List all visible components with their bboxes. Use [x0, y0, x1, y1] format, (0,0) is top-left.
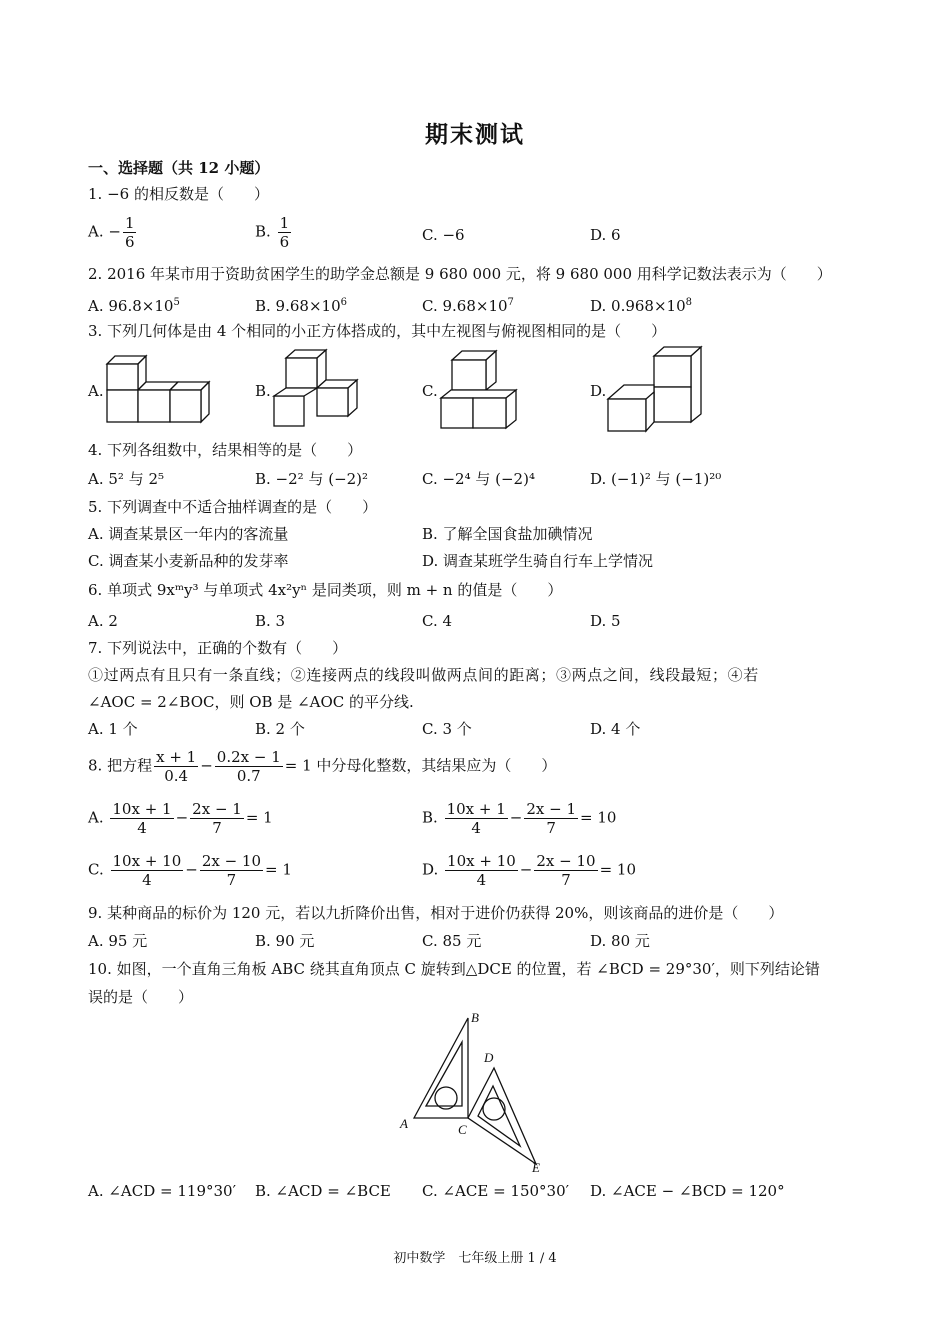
q5-option-a: A. 调查某景区一年内的客流量 — [88, 525, 289, 543]
q1-option-a: A. − $\frac{1}{6}$ — [88, 214, 135, 251]
label-c: C — [458, 1122, 467, 1137]
q3-figure-b — [272, 348, 362, 430]
q6-option-b: B. 3 — [255, 612, 286, 630]
q8-option-d: D. $\frac{10x + 10}{4}$ − $\frac{2x - 10}{7}$ = 10 — [422, 852, 637, 889]
q7-body-line1: ①过两点有且只有一条直线；②连接两点的线段叫做两点间的距离；③两点之间，线段最短；④若 — [88, 666, 759, 684]
q2-option-d: D. $0.968\times 10^8$ — [590, 297, 692, 315]
triangle-abc — [414, 1018, 468, 1118]
q1-option-b: B. $\frac{1}{6}$ — [255, 214, 290, 251]
q3-option-a-label: A. — [88, 382, 104, 400]
q1-option-c: C. −6 — [422, 226, 465, 244]
q5-option-c: C. 调查某小麦新品种的发芽率 — [88, 552, 289, 570]
q3-figure-a — [106, 352, 226, 432]
q10-stem-line2: 误的是（ ） — [88, 988, 194, 1006]
q8-option-b: B. $\frac{10x + 1}{4}$ − $\frac{2x - 1}{7}$ = 10 — [422, 800, 617, 837]
q9-option-d: D. 80 元 — [590, 932, 650, 950]
label-b: B — [471, 1010, 479, 1025]
q7-option-c: C. 3 个 — [422, 720, 472, 738]
page-title: 期末测试 — [425, 121, 525, 148]
q9-option-c: C. 85 元 — [422, 932, 482, 950]
q4-option-d: D. (−1)² 与 (−1)²⁰ — [590, 470, 722, 488]
section-heading: 一、选择题（共 12 小题） — [88, 159, 270, 177]
page-footer: 初中数学 七年级上册 1 / 4 — [393, 1251, 557, 1266]
q4-option-c: C. −2⁴ 与 (−2)⁴ — [422, 470, 535, 488]
q8-option-a: A. $\frac{10x + 1}{4}$ − $\frac{2x - 1}{7}$ = 1 — [88, 800, 273, 837]
q2-option-c: C. $9.68\times 10^7$ — [422, 297, 514, 315]
q6-option-d: D. 5 — [590, 612, 621, 630]
q7-stem: 7. 下列说法中，正确的个数有（ ） — [88, 639, 348, 657]
q10-option-c: C. ∠ACE = 150°30′ — [422, 1182, 570, 1200]
q9-option-b: B. 90 元 — [255, 932, 315, 950]
q3-option-d-label: D. — [590, 382, 607, 400]
q6-option-c: C. 4 — [422, 612, 453, 630]
q3-option-c-label: C. — [422, 382, 438, 400]
q8-option-c: C. $\frac{10x + 10}{4}$ − $\frac{2x - 10}{7}$ = 1 — [88, 852, 292, 889]
q3-figure-c — [440, 348, 520, 430]
q10-option-a: A. ∠ACD = 119°30′ — [88, 1182, 237, 1200]
q10-option-b: B. ∠ACD = ∠BCE — [255, 1182, 391, 1200]
q5-option-b: B. 了解全国食盐加碘情况 — [422, 525, 593, 543]
q5-stem: 5. 下列调查中不适合抽样调查的是（ ） — [88, 498, 378, 516]
q6-option-a: A. 2 — [88, 612, 118, 630]
label-a: A — [400, 1116, 408, 1131]
q2-option-a: A. $96.8\times 10^5$ — [88, 297, 180, 315]
q9-stem: 9. 某种商品的标价为 120 元，若以九折降价出售，相对于进价仍获得 20%，则该商品的进价是（ ） — [88, 904, 784, 922]
q8-stem: 8. 把方程 $\frac{x + 1}{0.4}$ − $\frac{0.2x - 1}{0.7}$ = 1 中分母化整数，其结果应为（ ） — [88, 748, 557, 785]
q5-option-d: D. 调查某班学生骑自行车上学情况 — [422, 552, 654, 570]
q1-stem: 1. −6 的相反数是（ ） — [88, 185, 269, 203]
q3-figure-d — [606, 344, 706, 434]
q10-stem-line1: 10. 如图，一个直角三角板 ABC 绕其直角顶点 C 旋转到△DCE 的位置，若 ∠BCD = 29°30′，则下列结论错 — [88, 960, 820, 978]
q10-triangle-figure — [396, 1006, 556, 1176]
q4-option-b: B. −2² 与 (−2)² — [255, 470, 369, 488]
q3-stem: 3. 下列几何体是由 4 个相同的小正方体搭成的，其中左视图与俯视图相同的是（ ） — [88, 322, 667, 340]
label-e: E — [532, 1160, 540, 1175]
label-d: D — [484, 1050, 494, 1065]
q2-option-b: B. $9.68\times 10^6$ — [255, 297, 347, 315]
q2-stem: 2. 2016 年某市用于资助贫困学生的助学金总额是 9 680 000 元，将 9 680 000 用科学记数法表示为（ ） — [88, 265, 832, 283]
q7-option-a: A. 1 个 — [88, 720, 138, 738]
q4-stem: 4. 下列各组数中，结果相等的是（ ） — [88, 441, 363, 459]
q1-option-d: D. 6 — [590, 226, 621, 244]
q7-body-line2: ∠AOC = 2∠BOC，则 OB 是 ∠AOC 的平分线. — [88, 693, 414, 711]
q7-option-b: B. 2 个 — [255, 720, 305, 738]
q7-option-d: D. 4 个 — [590, 720, 641, 738]
q6-stem: 6. 单项式 9xᵐy³ 与单项式 4x²yⁿ 是同类项，则 m + n 的值是（ ） — [88, 581, 563, 599]
q9-option-a: A. 95 元 — [88, 932, 148, 950]
q10-option-d: D. ∠ACE − ∠BCD = 120° — [590, 1182, 785, 1200]
q3-option-b-label: B. — [255, 382, 271, 400]
q4-option-a: A. 5² 与 2⁵ — [88, 470, 165, 488]
